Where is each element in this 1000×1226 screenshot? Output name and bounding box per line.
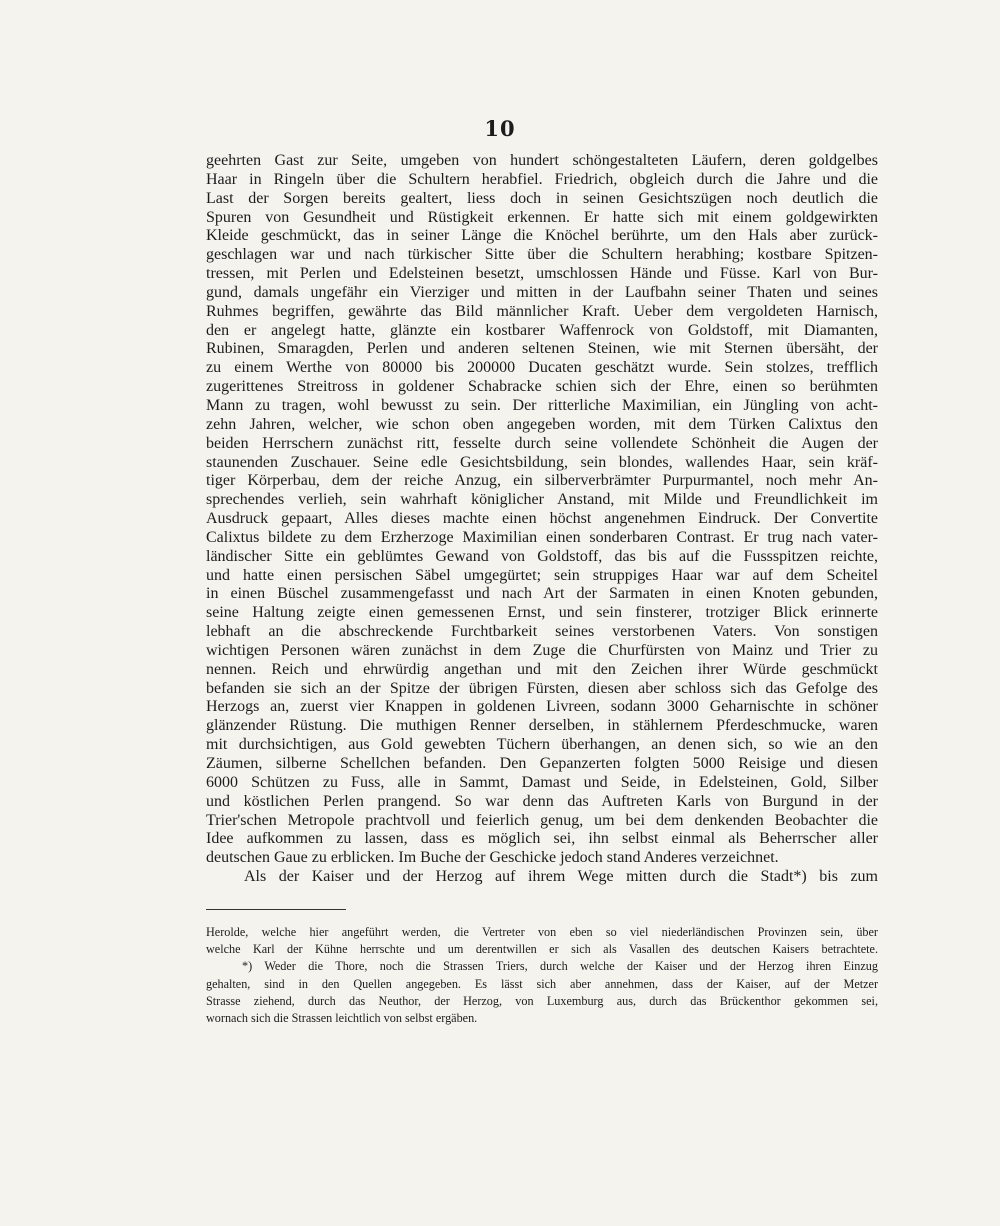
text-line: Trier'schen Metropole prachtvoll und feierlich genug, um bei dem denkenden Beobachter die <box>206 811 878 829</box>
text-line: geehrten Gast zur Seite, umgeben von hundert schöngestalteten Läufern, deren goldgelbes <box>206 152 878 169</box>
footnote-line: gehalten, sind in den Quellen angegeben. Es lässt sich aber annehmen, dass der Kaiser, auf der Metzer <box>206 976 878 991</box>
text-line: lebhaft an die abschreckende Furchtbarkeit seines verstorbenen Vaters. Von sonstigen <box>206 623 878 641</box>
main-text-block <box>206 152 878 887</box>
footnote-line: Strasse ziehend, durch das Neuthor, der Herzog, von Luxemburg aus, durch das Brückenthor gekommen sei, <box>206 993 878 1008</box>
text-line: tressen, mit Perlen und Edelsteinen besetzt, umschlossen Hände und Füsse. Karl von Bur- <box>206 265 878 283</box>
text-line: Als der Kaiser und der Herzog auf ihrem Wege mitten durch die Stadt*) bis zum <box>244 868 878 886</box>
footnote-line: Herolde, welche hier angeführt werden, die Vertreter von eben so viel niederländischen Provinzen sein, über <box>206 925 878 939</box>
footnotes-block <box>206 924 878 1027</box>
text-line: und köstlichen Perlen prangend. So war denn das Auftreten Karls von Burgund in der <box>206 792 878 810</box>
text-line: zugerittenes Streitross in goldener Schabracke schien sich der Ehre, einen so berühmten <box>206 378 878 396</box>
text-line: den er angelegt hatte, glänzte ein kostbarer Waffenrock von Goldstoff, mit Diamanten, <box>206 321 878 339</box>
text-line: und hatte einen persischen Säbel umgegürtet; sein struppiges Haar war auf dem Scheitel <box>206 566 878 584</box>
footnote-separator <box>206 909 346 910</box>
text-line: in einen Büschel zusammengefasst und nach Art der Sarmaten in einen Knoten gebunden, <box>206 585 878 603</box>
text-line: ländischer Sitte ein geblümtes Gewand von Goldstoff, das bis auf die Fussspitzen reichte, <box>206 547 878 565</box>
text-line: glänzender Rüstung. Die muthigen Renner derselben, in stählernem Pferdeschmucke, waren <box>206 717 878 735</box>
text-line: gund, damals ungefähr ein Vierziger und mitten in der Laufbahn seiner Thaten und seines <box>206 283 878 301</box>
text-line: tiger Körperbau, dem der reiche Anzug, ein silberverbrämter Purpurmantel, noch mehr An- <box>206 472 878 490</box>
text-line: Mann zu tragen, wohl bewusst zu sein. Der ritterliche Maximilian, ein Jüngling von acht- <box>206 396 878 414</box>
text-line: Last der Sorgen bereits gealtert, liess doch in seinen Gesichtszügen noch deutlich die <box>206 189 878 207</box>
text-line: Ausdruck gepaart, Alles dieses machte einen höchst angenehmen Eindruck. Der Convertite <box>206 510 878 528</box>
text-line: seine Haltung zeigte einen gemessenen Ernst, und sein finsterer, trotziger Blick erinnerte <box>206 604 878 622</box>
text-line: Kleide geschmückt, das in seiner Länge die Knöchel berührte, um den Hals aber zurück- <box>206 227 878 245</box>
text-line: Calixtus bildete zu dem Erzherzoge Maximilian einen sonderbaren Contrast. Er trug nach vater- <box>206 528 878 546</box>
text-line: zehn Jahren, welcher, wie schon oben angegeben worden, mit dem Türken Calixtus den <box>206 415 878 433</box>
text-line: sprechendes verlieh, sein wahrhaft königlicher Anstand, mit Milde und Freundlichkeit im <box>206 491 878 509</box>
text-line: Spuren von Gesundheit und Rüstigkeit erkennen. Er hatte sich mit einem goldgewirkten <box>206 208 878 226</box>
text-line: nennen. Reich und ehrwürdig angethan und mit den Zeichen ihrer Würde geschmückt <box>206 660 878 678</box>
text-line: geschlagen war und nach türkischer Sitte über die Schultern herabhing; kostbare Spitzen- <box>206 246 878 264</box>
text-line: deutschen Gaue zu erblicken. Im Buche der Geschicke jedoch stand Anderes verzeichnet. <box>206 849 779 867</box>
text-line: Idee aufkommen zu lassen, dass es möglich sei, ihn selbst einmal als Beherrscher aller <box>206 830 878 848</box>
footnote-line: *) Weder die Thore, noch die Strassen Triers, durch welche der Kaiser und der Herzog ihren Einzug <box>242 959 878 974</box>
text-line: 6000 Schützen zu Fuss, alle in Sammt, Damast und Seide, in Edelsteinen, Gold, Silber <box>206 773 878 791</box>
text-line: Ruhmes begriffen, gewährte das Bild männlicher Kraft. Ueber dem vergoldeten Harnisch, <box>206 302 878 320</box>
footnote-line: welche Karl der Kühne herrschte und um derentwillen er sich als Vasallen des deutschen Kaisers betrachtete. <box>206 942 878 957</box>
footnote-line: wornach sich die Strassen leichtlich von selbst ergäben. <box>206 1010 478 1025</box>
text-line: zu einem Werthe von 80000 bis 200000 Ducaten geschätzt wurde. Sein stolzes, trefflich <box>206 359 878 377</box>
text-line: befanden sie sich an der Spitze der übrigen Fürsten, diesen aber schloss sich das Gefolge des <box>206 679 878 697</box>
text-line: Herzogs an, zuerst vier Knappen in goldenen Livreen, sodann 3000 Geharnischte in schöner <box>206 698 878 716</box>
text-line: Rubinen, Smaragden, Perlen und anderen seltenen Steinen, wie mit Sternen übersäht, der <box>206 340 878 358</box>
text-line: Zäumen, silberne Schellchen befanden. Den Gepanzerten folgten 5000 Reisige und diesen <box>206 755 878 772</box>
text-line: staunenden Zuschauer. Seine edle Gesichtsbildung, sein blondes, wallendes Haar, sein kräf- <box>206 453 878 471</box>
text-line: mit durchsichtigen, aus Gold gewebten Tüchern überhangen, an denen sich, so wie an den <box>206 736 878 754</box>
text-line: beiden Herrschern zunächst ritt, fesselte durch seine vollendete Schönheit die Augen der <box>206 434 878 452</box>
text-line: wichtigen Personen wären zunächst in dem Zuge die Churfürsten von Mainz und Trier zu <box>206 641 878 659</box>
text-line: Haar in Ringeln über die Schultern herabfiel. Friedrich, obgleich durch die Jahre und die <box>206 170 878 188</box>
page-number: 10 <box>484 116 516 141</box>
